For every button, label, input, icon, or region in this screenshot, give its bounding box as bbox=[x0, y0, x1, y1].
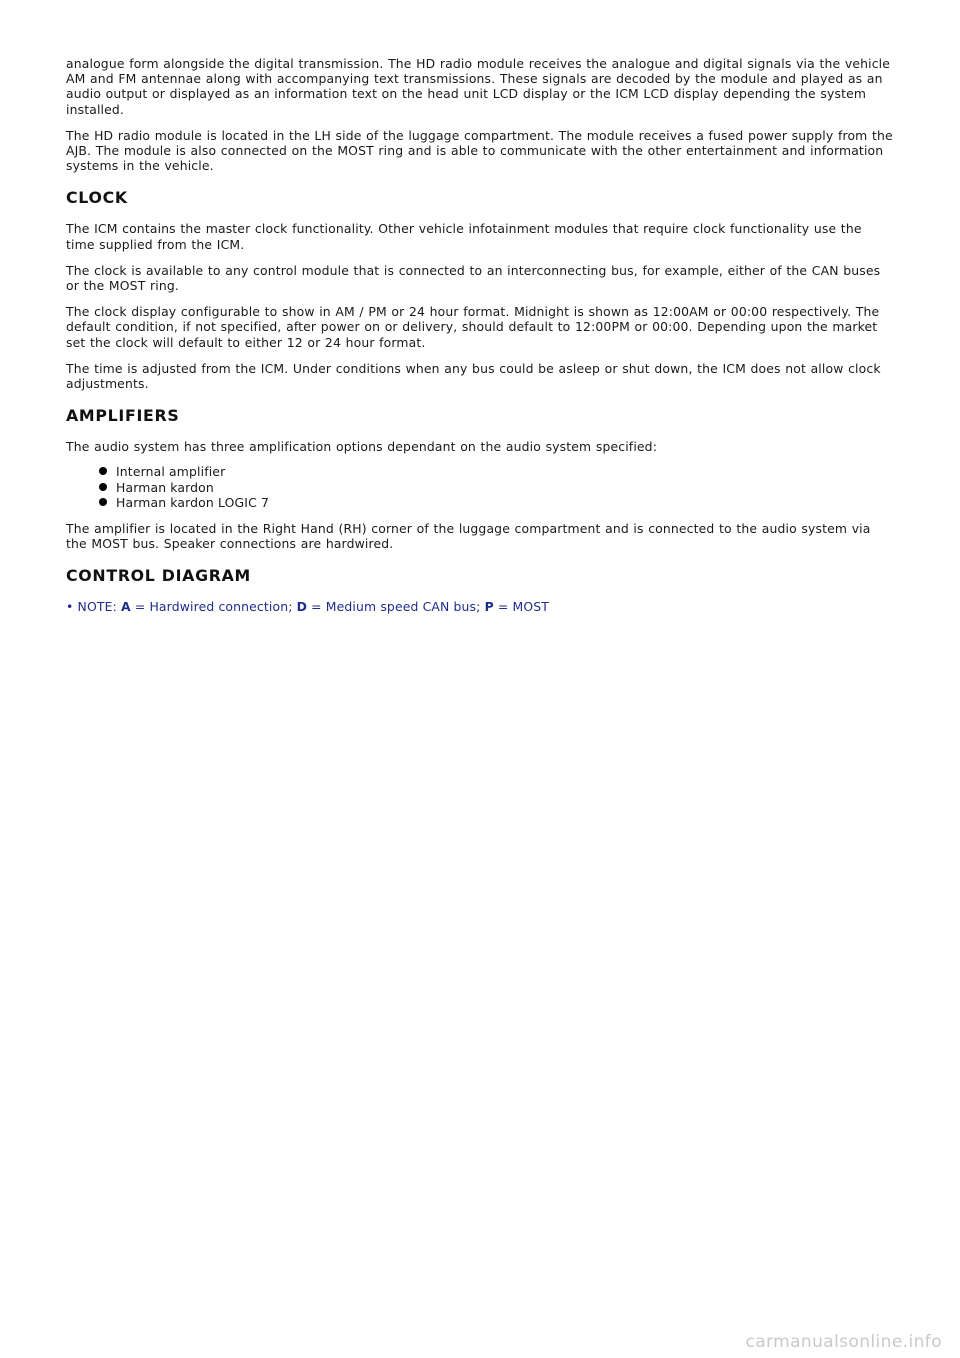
document-page bbox=[66, 56, 894, 615]
hd-radio-signal-paragraph: analogue form alongside the digital transmission. The HD radio module receives the analogue and digital signals via the vehicle AM and FM antennae along with accompanying text transmissions. These signals are decoded by the module and played as an audio output or displayed as an information text on the head unit LCD display or the ICM LCD display depending the system installed. bbox=[66, 56, 891, 117]
clock-adjust-paragraph: The time is adjusted from the ICM. Under conditions when any bus could be asleep or shut down, the ICM does not allow clock adjustments. bbox=[66, 360, 881, 392]
amplifier-option-label: Harman kardon LOGIC 7 bbox=[116, 494, 269, 510]
amplifier-option-label: Internal amplifier bbox=[116, 464, 226, 480]
key-d: D bbox=[296, 599, 308, 615]
watermark: carmanualsonline.info bbox=[745, 1332, 942, 1352]
bullet-icon bbox=[99, 467, 107, 475]
bullet-icon bbox=[99, 483, 107, 491]
key-p: P bbox=[484, 599, 494, 615]
list-item bbox=[116, 495, 894, 510]
amplifier-option-label: Harman kardon bbox=[116, 479, 214, 495]
clock-availability-paragraph: The clock is available to any control module that is connected to an interconnecting bus, for example, either of the CAN buses or the MOST ring. bbox=[66, 262, 881, 294]
clock-master-paragraph: The ICM contains the master clock functionality. Other vehicle infotainment modules that require clock functionality use the time supplied from the ICM. bbox=[66, 221, 862, 252]
list-item bbox=[116, 480, 894, 495]
control-diagram-heading: CONTROL DIAGRAM bbox=[66, 566, 251, 586]
note-prefix: • NOTE: bbox=[66, 599, 117, 615]
clock-format-paragraph: The clock display configurable to show in AM / PM or 24 hour format. Midnight is shown as 12:00AM or 00:00 respectively. The default condition, if not specified, after power on or delivery, should default to 12:00PM or 00:00. Depending upon the market set the clock will default to either 12 or 24 hour format. bbox=[66, 304, 880, 350]
key-a: A bbox=[121, 599, 131, 615]
key-a-description: = Hardwired connection; bbox=[134, 599, 293, 615]
hd-radio-location-paragraph: The HD radio module is located in the LH side of the luggage compartment. The module receives a fused power supply from the AJB. The module is also connected on the MOST ring and is able to communicate with the other entertainment and information systems in the vehicle. bbox=[66, 127, 893, 174]
key-d-description: = Medium speed CAN bus; bbox=[311, 599, 481, 615]
bullet-icon bbox=[99, 498, 107, 506]
amplifiers-heading: AMPLIFIERS bbox=[66, 406, 180, 426]
amplifier-location-paragraph: The amplifier is located in the Right Hand (RH) corner of the luggage compartment and is connected to the audio system via the MOST bus. Speaker connections are hardwired. bbox=[66, 521, 871, 552]
amplifier-options-list bbox=[66, 464, 894, 510]
control-diagram-note bbox=[66, 599, 894, 614]
list-item bbox=[116, 464, 894, 479]
amplifiers-intro-paragraph: The audio system has three amplification options dependant on the audio system specified: bbox=[66, 439, 658, 455]
key-p-description: = MOST bbox=[497, 599, 550, 615]
clock-heading: CLOCK bbox=[66, 188, 128, 208]
